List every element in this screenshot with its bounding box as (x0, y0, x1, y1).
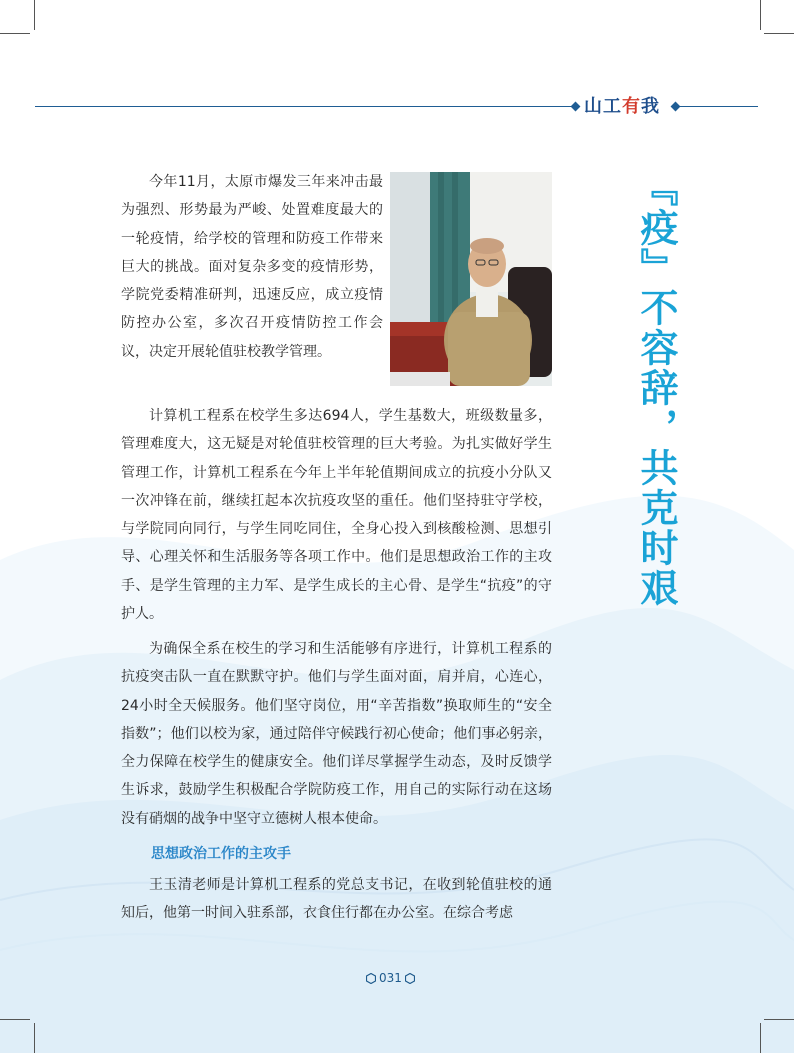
logo-char-3: 有 (622, 96, 641, 117)
header-logo (584, 92, 660, 118)
paragraph-4: 王玉清老师是计算机工程系的党总支书记，在收到轮值驻校的通知后，他第一时间入驻系部，衣食住行都在办公室。在综合考虑 (121, 877, 552, 922)
paragraph-2: 计算机工程系在校学生多达694人，学生基数大，班级数量多，管理难度大，这无疑是对轮值驻校管理的巨大考验。为扎实做好学生管理工作，计算机工程系在今年上半年轮值期间成立的抗疫小分队又一次冲锋在前，继续扛起本次抗疫攻坚的重任。他们坚持驻守学校，与学院同向同行，与学生同吃同住，全身心投入到核酸检测、思想引导、心理关怀和生活服务等各项工作中。他们是思想政治工作的主攻手、是学生管理的主力军、是学生成长的主心骨、是学生“抗疫”的守护人。 (121, 408, 552, 623)
hexagon-left-icon (366, 973, 376, 984)
portrait-photo (390, 172, 552, 386)
crop-mark-tr-v (760, 0, 761, 30)
crop-mark-tl-h (0, 33, 30, 34)
paragraph-1: 今年11月，太原市爆发三年来冲击最为强烈、形势最为严峻、处置难度最大的一轮疫情，给学校的管理和防疫工作带来巨大的挑战。面对复杂多变的疫情形势，学院党委精准研判，迅速反应，成立疫情防控办公室，多次召开疫情防控工作会议，决定开展轮值驻校教学管理。 (121, 174, 383, 360)
crop-mark-bl-h (0, 1019, 30, 1020)
logo-char-1: 山 (584, 96, 603, 117)
page-number (366, 971, 415, 985)
vertical-title: 『疫』不容辞，共克时艰 (634, 168, 678, 608)
crop-mark-bl-v (34, 1023, 35, 1053)
section-subheading: 思想政治工作的主攻手 (151, 846, 291, 862)
crop-mark-br-v (760, 1023, 761, 1053)
hexagon-right-icon (405, 973, 415, 984)
header-rule-dot-left (571, 102, 581, 112)
crop-mark-br-h (764, 1019, 794, 1020)
logo-char-2: 工 (603, 96, 622, 117)
header-rule-left (35, 106, 575, 107)
header-rule-right (678, 106, 758, 107)
crop-mark-tr-h (764, 33, 794, 34)
page-number-text: 031 (379, 971, 402, 985)
logo-char-4: 我 (641, 96, 660, 117)
crop-mark-tl-v (34, 0, 35, 30)
paragraph-3: 为确保全系在校生的学习和生活能够有序进行，计算机工程系的抗疫突击队一直在默默守护。他们与学生面对面，肩并肩，心连心，24小时全天候服务。他们坚守岗位，用“辛苦指数”换取师生的“安全指数”；他们以校为家，通过陪伴守候践行初心使命；他们事必躬亲，全力保障在校学生的健康安全。他们详尽掌握学生动态，及时反馈学生诉求，鼓励学生积极配合学院防疫工作，用自己的实际行动在这场没有硝烟的战争中坚守立德树人根本使命。 (121, 641, 552, 827)
